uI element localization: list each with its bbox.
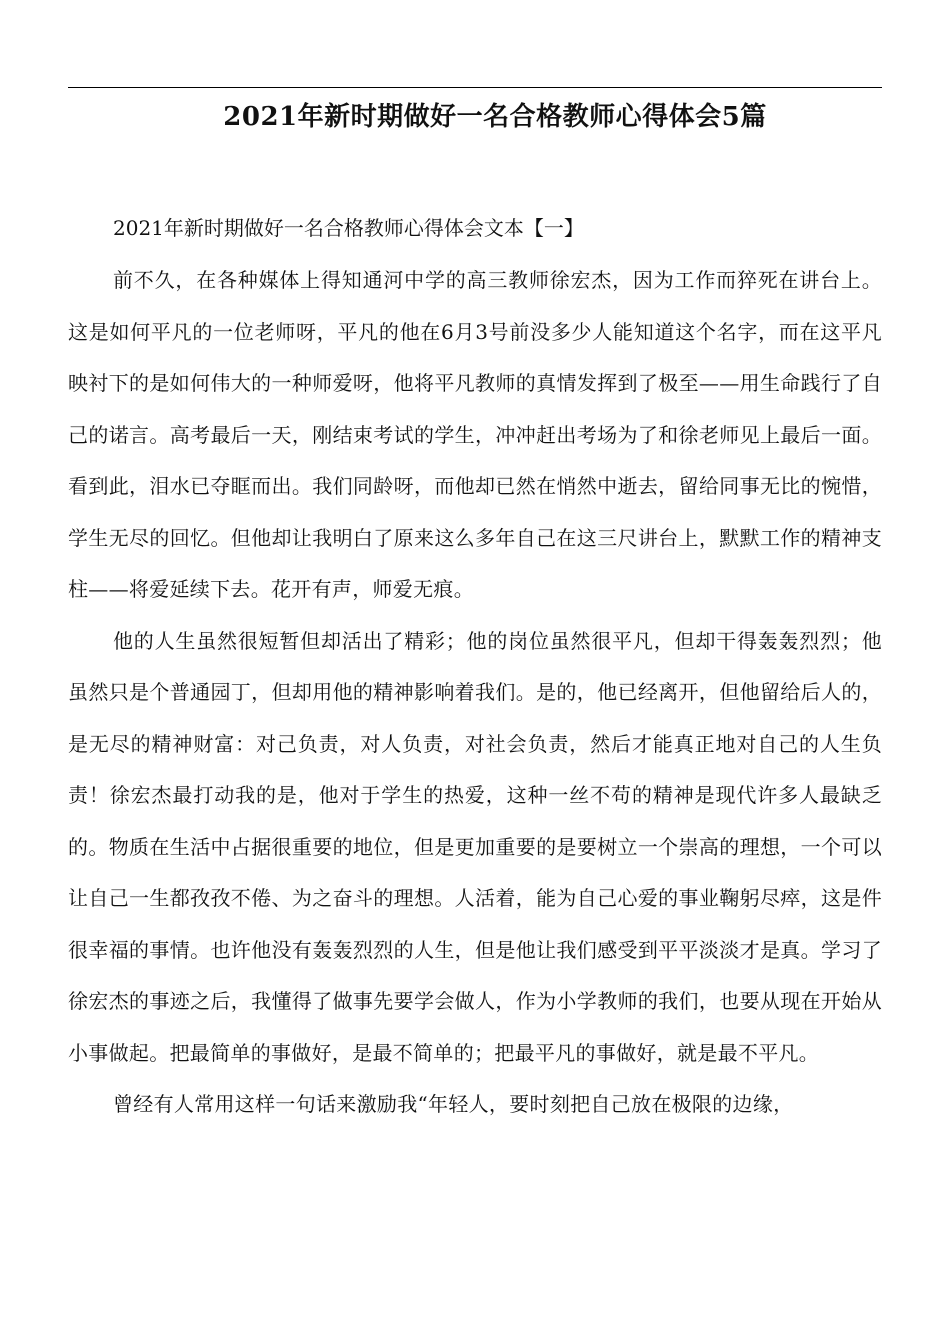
- section-heading: 2021年新时期做好一名合格教师心得体会文本【一】: [113, 216, 584, 240]
- paragraph-2: 他的人生虽然很短暂但却活出了精彩；他的岗位虽然很平凡，但却干得轰轰烈烈；他虽然只是个普通园丁，但却用他的精神影响着我们。是的，他已经离开，但他留给后人的，是无尽的精神财富：对己负责，对人负责，对社会负责，然后才能真正地对自己的人生负责！徐宏杰最打动我的是，他对于学生的热爱，这种一丝不苟的精神是现代许多人最缺乏的。物质在生活中占据很重要的地位，但是更加重要的是要树立一个崇高的理想，一个可以让自己一生都孜孜不倦、为之奋斗的理想。人活着，能为自己心爱的事业鞠躬尽瘁，这是件很幸福的事情。也许他没有轰轰烈烈的人生，但是他让我们感受到平平淡淡才是真。学习了徐宏杰的事迹之后，我懂得了做事先要学会做人，作为小学教师的我们，也要从现在开始从小事做起。把最简单的事做好，是最不简单的；把最平凡的事做好，就是最不平凡。: [68, 628, 882, 1065]
- paragraph-1: 前不久，在各种媒体上得知通河中学的高三教师徐宏杰，因为工作而猝死在讲台上。这是如何平凡的一位老师呀，平凡的他在6月3号前没多少人能知道这个名字，而在这平凡映衬下的是如何伟大的一种师爱呀，他将平凡教师的真情发挥到了极至——用生命践行了自己的诺言。高考最后一天，刚结束考试的学生，冲冲赶出考场为了和徐老师见上最后一面。看到此，泪水已夺眶而出。我们同龄呀，而他却已然在悄然中逝去，留给同事无比的惋惜，学生无尽的回忆。但他却让我明白了原来这么多年自己在这三尺讲台上，默默工作的精神支柱——将爱延续下去。花开有声，师爱无痕。: [68, 268, 882, 601]
- header-rule: [68, 87, 882, 88]
- document-body: [68, 255, 882, 1131]
- paragraph-3: 曾经有人常用这样一句话来激励我“年轻人，要时刻把自己放在极限的边缘，: [113, 1092, 794, 1116]
- document-title: 2021年新时期做好一名合格教师心得体会5篇: [223, 102, 767, 132]
